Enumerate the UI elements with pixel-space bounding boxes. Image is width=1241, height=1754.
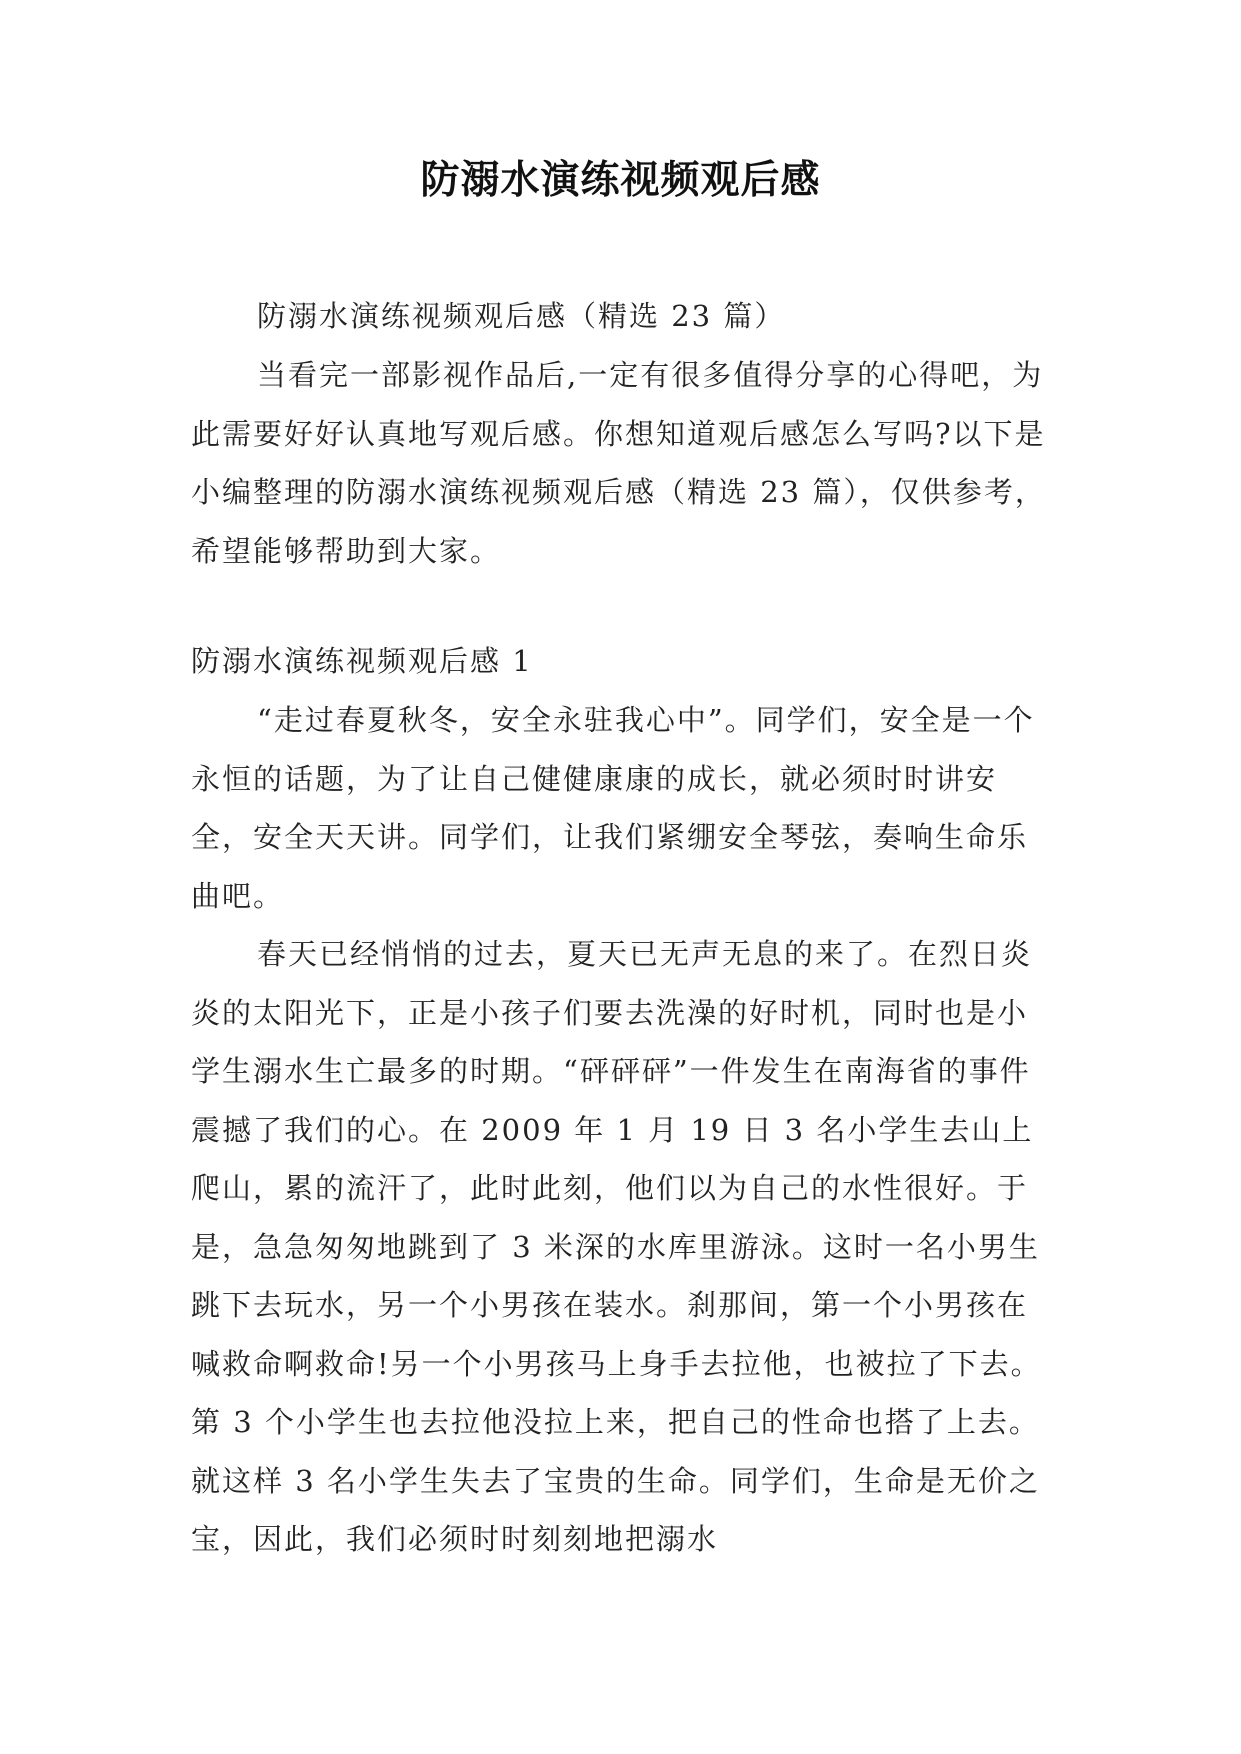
body-paragraph-1: “走过春夏秋冬，安全永驻我心中”。同学们，安全是一个永恒的话题，为了让自己健健康康的成长，就必须时时讲安全，安全天天讲。同学们，让我们紧绷安全琴弦，奏响生命乐曲吧。 [191, 703, 1035, 913]
document-title: 防溺水演练视频观后感 [420, 157, 821, 203]
intro-paragraph: 当看完一部影视作品后,一定有很多值得分享的心得吧，为此需要好好认真地写观后感。你想知道观后感怎么写吗?以下是小编整理的防溺水演练视频观后感（精选 23 篇），仅供参考，希望能够帮助到大家。 [191, 358, 1046, 568]
body-paragraph-2: 春天已经悄悄的过去，夏天已无声无息的来了。在烈日炎炎的太阳光下，正是小孩子们要去洗澡的好时机，同时也是小学生溺水生亡最多的时期。“砰砰砰”一件发生在南海省的事件震撼了我们的心。在 2009 年 1 月 19 日 3 名小学生去山上爬山，累的流汗了，此时此刻，他们以为自己的水性很好。于是，急急匆匆地跳到了 3 米深的水库里游泳。这时一名小男生跳下去玩水，另一个小男孩在装水。刹那间，第一个小男孩在喊救命啊救命!另一个小男孩马上身手去拉他，也被拉了下去。第 3 个小学生也去拉他没拉上来，把自己的性命也搭了上去。就这样 3 名小学生失去了宝贵的生命。同学们，生命是无价之宝，因此，我们必须时时刻刻地把溺水 [191, 937, 1042, 1556]
document-subtitle: 防溺水演练视频观后感（精选 23 篇） [257, 299, 786, 333]
section-heading: 防溺水演练视频观后感 1 [191, 644, 533, 678]
